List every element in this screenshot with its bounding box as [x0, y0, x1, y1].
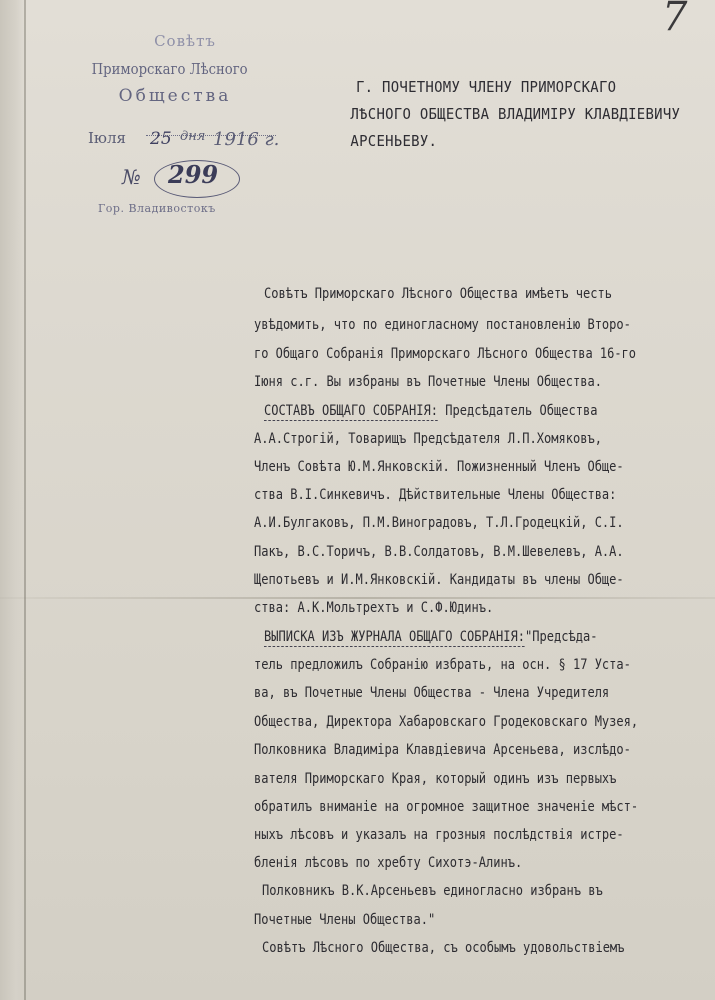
date-month: Іюля: [88, 129, 126, 147]
body-line: Общества, Директора Хабаровскаго Гродековскаго Музея,: [254, 714, 639, 730]
city-line: Гор. Владивостокъ: [98, 202, 216, 215]
body-line: Полковника Владиміра Клавдіевича Арсеньева, изслѣдо-: [254, 742, 631, 758]
body-line: Совѣтъ Приморскаго Лѣсного Общества имѣетъ честь: [264, 286, 612, 302]
address-line-2: ЛѢСНОГО ОБЩЕСТВА ВЛАДИМІРУ КЛАВДІЕВИЧУ: [350, 105, 681, 123]
body-line: ва, въ Почетные Члены Общества - Члена Учредителя: [254, 685, 610, 701]
outgoing-number: [122, 160, 242, 204]
body-line: А.А.Строгій, Товарищъ Предсѣдателя Л.П.Хомяковъ,: [254, 431, 602, 447]
date-year: 1916 г.: [213, 129, 280, 150]
body-line: Полковникъ В.К.Арсеньевъ единогласно избранъ въ: [262, 883, 603, 899]
section-excerpt-text: "Предсѣда-: [524, 629, 598, 645]
binding-edge: [0, 0, 26, 1000]
letterhead-line-1: Совѣтъ: [154, 32, 216, 50]
date-day: 25: [150, 129, 172, 149]
number-sign: №: [122, 165, 141, 189]
body-line: Совѣтъ Лѣсного Общества, съ особымъ удовольствіемъ: [262, 940, 625, 956]
body-line: бленія лѣсовъ по хребту Сихотэ-Алинъ.: [254, 855, 523, 871]
addressee-block: [350, 74, 681, 155]
body-line: ныхъ лѣсовъ и указалъ на грозныя послѣдствія истре-: [254, 827, 624, 843]
body-line: вателя Приморскаго Края, который одинъ изъ первыхъ: [254, 771, 617, 787]
section-composition-text: Предсѣдатель Общества: [437, 403, 598, 419]
body-line: ства В.І.Синкевичъ. Дѣйствительные Члены Общества:: [254, 487, 617, 503]
body-line: Іюня с.г. Вы избраны въ Почетные Члены Общества.: [254, 374, 602, 390]
body-line: А.И.Булгаковъ, П.М.Виноградовъ, Т.Л.Гродецкій, С.І.: [254, 515, 624, 531]
body-line: Членъ Совѣта Ю.М.Янковскій. Пожизненный Членъ Обще-: [254, 459, 624, 475]
section-heading-excerpt: ВЫПИСКА ИЗЪ ЖУРНАЛА ОБЩАГО СОБРАНІЯ:: [264, 629, 525, 645]
body-line: тель предложилъ Собранію избрать, на осн. § 17 Уста-: [254, 657, 631, 673]
section-heading-composition: СОСТАВЪ ОБЩАГО СОБРАНІЯ:: [264, 403, 438, 419]
letterhead-line-3: Общества: [118, 86, 232, 106]
body-line: Пакъ, В.С.Торичъ, В.В.Солдатовъ, В.М.Шевелевъ, А.А.: [254, 544, 624, 560]
body-line: Почетные Члены Общества.": [254, 912, 436, 928]
body-line: Щепотьевъ и И.М.Янковскій. Кандидаты въ члены Обще-: [254, 572, 624, 588]
body-line: увѣдомить, что по единогласному постановленію Второ-: [254, 317, 631, 333]
date-suffix: дня: [180, 129, 206, 144]
section-composition: [264, 403, 597, 419]
paper-fold: [0, 597, 715, 599]
letter-date: [88, 129, 288, 151]
body-line: обратилъ вниманіе на огромное защитное значеніе мѣст-: [254, 799, 639, 815]
address-line-1: Г. ПОЧЕТНОМУ ЧЛЕНУ ПРИМОРСКАГО: [356, 78, 617, 96]
body-line: ства: А.К.Мольтрехтъ и С.Ф.Юдинъ.: [254, 600, 494, 616]
page-number: 7: [662, 0, 688, 40]
section-excerpt: [264, 629, 597, 645]
letterhead-line-2: Приморскаго Лѣсного: [91, 60, 248, 78]
body-line: го Общаго Собранія Приморскаго Лѣсного Общества 16-го: [254, 346, 636, 362]
number-value: 299: [168, 160, 219, 189]
address-line-3: АРСЕНЬЕВУ.: [350, 132, 438, 150]
